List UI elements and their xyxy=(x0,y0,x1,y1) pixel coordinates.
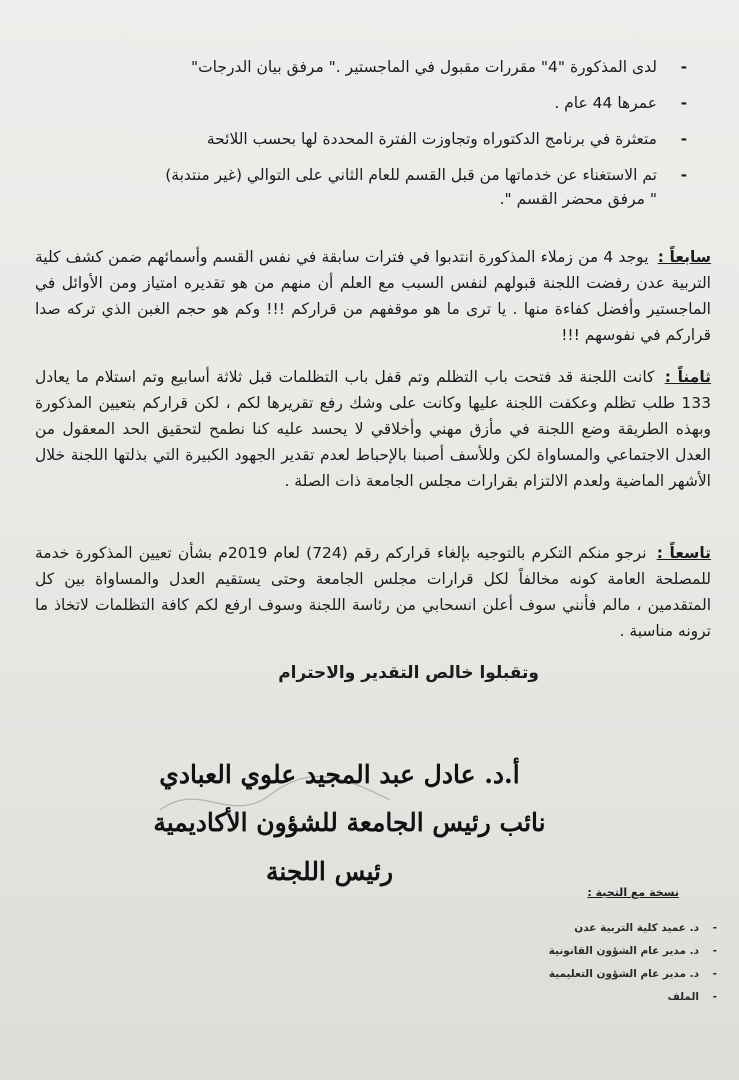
bullet-item xyxy=(87,127,687,151)
signature-name: أ.د. عادل عبد المجيد علوي العبادي xyxy=(159,760,520,789)
section-heading: سابعاً : xyxy=(657,248,712,266)
copy-recipient: - د. مدير عام الشؤون القانونية xyxy=(549,940,717,963)
signature-title: نائب رئيس الجامعة للشؤون الأكاديمية xyxy=(153,808,546,837)
section-body: نرجو منكم التكرم بالتوجيه بإلغاء قراركم رقم (724) لعام 2019م بشأن تعيين المذكورة خدمة للمصلحة العامة كونه مخالفاً لكل قرارات مجلس الجامعة وحتى يستقيم العدل والمساواة بين كل المتقدمين ، مالم فأنني سوف أعلن انسحابي من رئاسة اللجنة وسوف ارفع لكم كافة التظلمات لاتخاذ ما ترونه مناسبة . xyxy=(35,544,711,640)
bullet-item xyxy=(87,91,687,115)
section-heading: تاسعاً : xyxy=(656,544,711,562)
copy-recipient: - د. مدير عام الشؤون التعليمية xyxy=(549,963,717,986)
bullet-text: تم الاستغناء عن خدماتها من قبل القسم للعام الثاني على التوالي (غير منتدبة) xyxy=(165,166,657,184)
section-body: يوجد 4 من زملاء المذكورة انتدبوا في فترات سابقة في نفس القسم وأسمائهم ضمن كشف كلية التربية عدن رفضت اللجنة قبولهم لنفس السبب مع العلم أن منهم من هو تقديره امتياز ومن الأوائل في الماجستير وأفضل كفاءة منها . يا ترى ما هو موقفهم من قراركم !!! وكم هو حجم الغبن الذي تركه صدا قراركم في نفوسهم !!! xyxy=(35,248,711,344)
bullet-text: متعثرة في برنامج الدكتوراه وتجاوزت الفترة المحددة لها بحسب اللائحة xyxy=(206,130,657,148)
section-heading: ثامناً : xyxy=(664,368,711,386)
closing-line: وتقبلوا خالص التقدير والاحترام xyxy=(278,663,539,683)
section-eighth xyxy=(35,364,711,494)
bullet-text-continuation: " مرفق محضر القسم ". xyxy=(499,190,657,208)
bullet-item xyxy=(87,55,687,79)
bullet-text: لدى المذكورة "4" مقررات مقبول في الماجستير ." مرفق بيان الدرجات" xyxy=(190,58,657,76)
signature-role: رئيس اللجنة xyxy=(265,857,394,886)
bullet-list xyxy=(87,55,687,223)
copy-recipient: - الملف xyxy=(549,986,717,1009)
section-seventh xyxy=(35,244,711,348)
copies-heading: نسخة مع التحية : xyxy=(587,886,679,899)
copies-list xyxy=(549,917,717,1009)
bullet-item xyxy=(87,163,687,211)
copy-recipient: - د. عميد كلية التربية عدن xyxy=(549,917,717,940)
section-body: كانت اللجنة قد فتحت باب التظلم وتم قفل باب التظلمات قبل ثلاثة أسابيع وتم استلام ما يعادل 133 طلب تظلم وعكفت اللجنة عليها وكانت على وشك رفع تقريرها لكم ، لكن قراركم بتعيين المذكورة وبهذه الطريقة وضع اللجنة في مأزق مهني وأخلاقي لا يحسد عليه كنا نطمح لتحقيق الحد المعقول من العدل الاجتماعي والمساواة لكن وللأسف أصبنا بالإحباط لعدم تقدير الجهود الكبيرة التي بذلتها اللجنة خلال الأشهر الماضية ولعدم الالتزام بقرارات مجلس الجامعة ذات الصلة . xyxy=(35,368,711,490)
section-ninth xyxy=(35,540,711,644)
bullet-text: عمرها 44 عام . xyxy=(554,94,657,112)
